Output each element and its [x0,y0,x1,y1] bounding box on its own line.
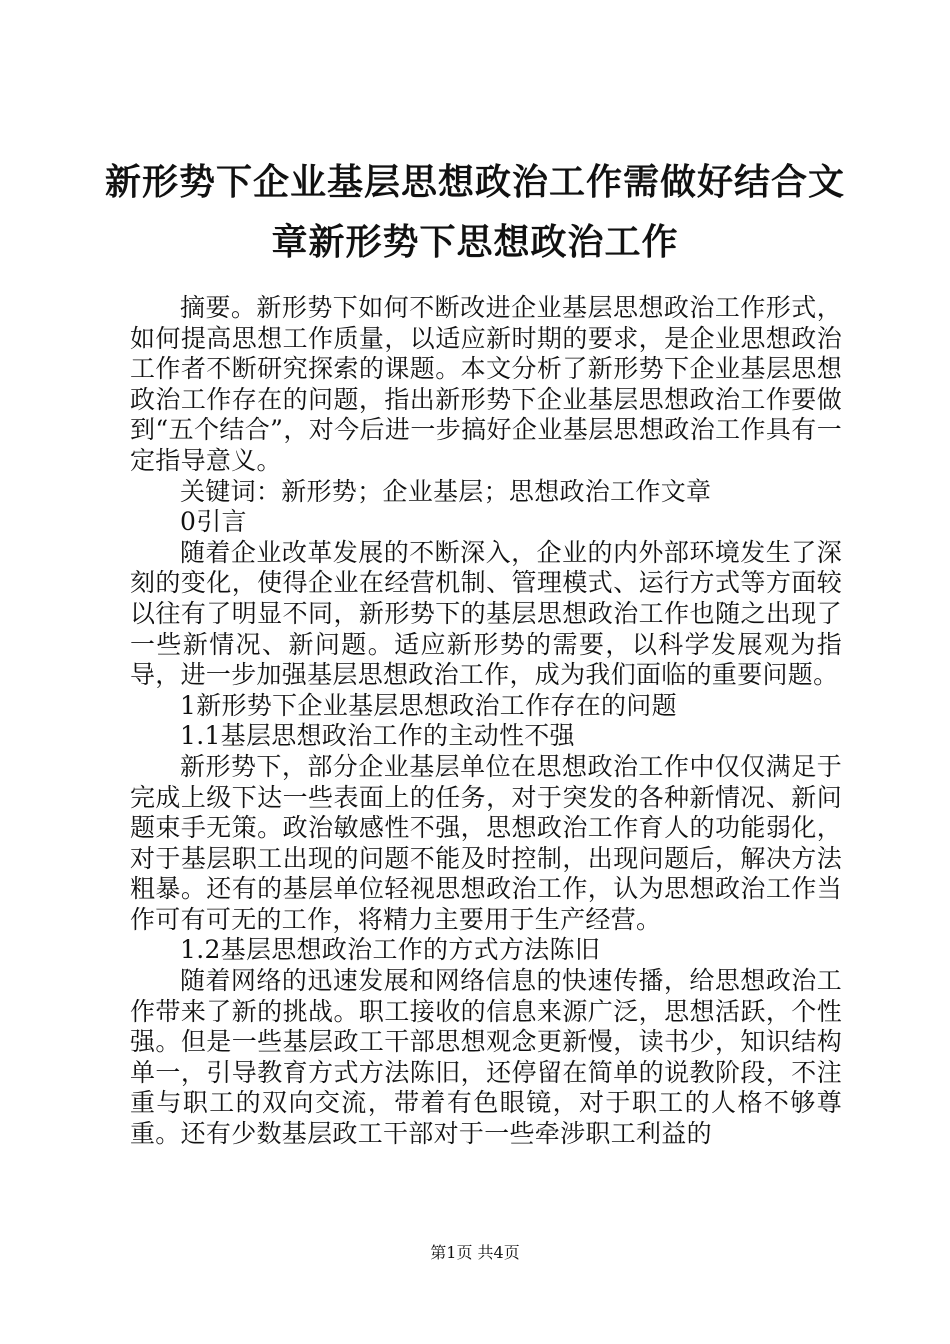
subsection-1-1-paragraph: 新形势下，部分企业基层单位在思想政治工作中仅仅满足于完成上级下达一些表面上的任务，对于突发的各种新情况、新问题束手无策。政治敏感性不强，思想政治工作育人的功能弱化，对于基层职工出现的问题不能及时控制，出现问题后，解决方法粗暴。还有的基层单位轻视思想政治工作，认为思想政治工作当作可有可无的工作，将精力主要用于生产经营。 [130,751,842,934]
document-title-line-1: 新形势下企业基层思想政治工作需做好结合文 [104,161,845,203]
keywords-paragraph: 关键词：新形势；企业基层；思想政治工作文章 [180,476,712,506]
section-heading-introduction: 0引言 [180,507,247,537]
subsection-heading-1-1: 1.1基层思想政治工作的主动性不强 [180,721,575,751]
document-body [130,293,842,1150]
document-title-line-2: 章新形势下思想政治工作 [271,221,679,263]
page-number-footer: 第1页 共4页 [430,1243,520,1262]
abstract-paragraph: 摘要。新形势下如何不断改进企业基层思想政治工作形式，如何提高思想工作质量，以适应新时期的要求，是企业思想政治工作者不断研究探索的课题。本文分析了新形势下企业基层思想政治工作存在的问题，指出新形势下企业基层思想政治工作要做到“五个结合”，对今后进一步搞好企业基层思想政治工作具有一定指导意义。 [130,293,842,475]
introduction-paragraph: 随着企业改革发展的不断深入，企业的内外部环境发生了深刻的变化，使得企业在经营机制、管理模式、运行方式等方面较以往有了明显不同，新形势下的基层思想政治工作也随之出现了一些新情况、新问题。适应新形势的需要，以科学发展观为指导，进一步加强基层思想政治工作，成为我们面临的重要问题。 [130,537,842,690]
section-heading-1: 1新形势下企业基层思想政治工作存在的问题 [180,690,677,720]
subsection-heading-1-2: 1.2基层思想政治工作的方式方法陈旧 [180,935,601,965]
subsection-1-2-paragraph: 随着网络的迅速发展和网络信息的快速传播，给思想政治工作带来了新的挑战。职工接收的信息来源广泛，思想活跃，个性强。但是一些基层政工干部思想观念更新慢，读书少，知识结构单一，引导教育方式方法陈旧，还停留在简单的说教阶段，不注重与职工的双向交流，带着有色眼镜，对于职工的人格不够尊重。还有少数基层政工干部对于一些牵涉职工利益的 [130,966,842,1149]
